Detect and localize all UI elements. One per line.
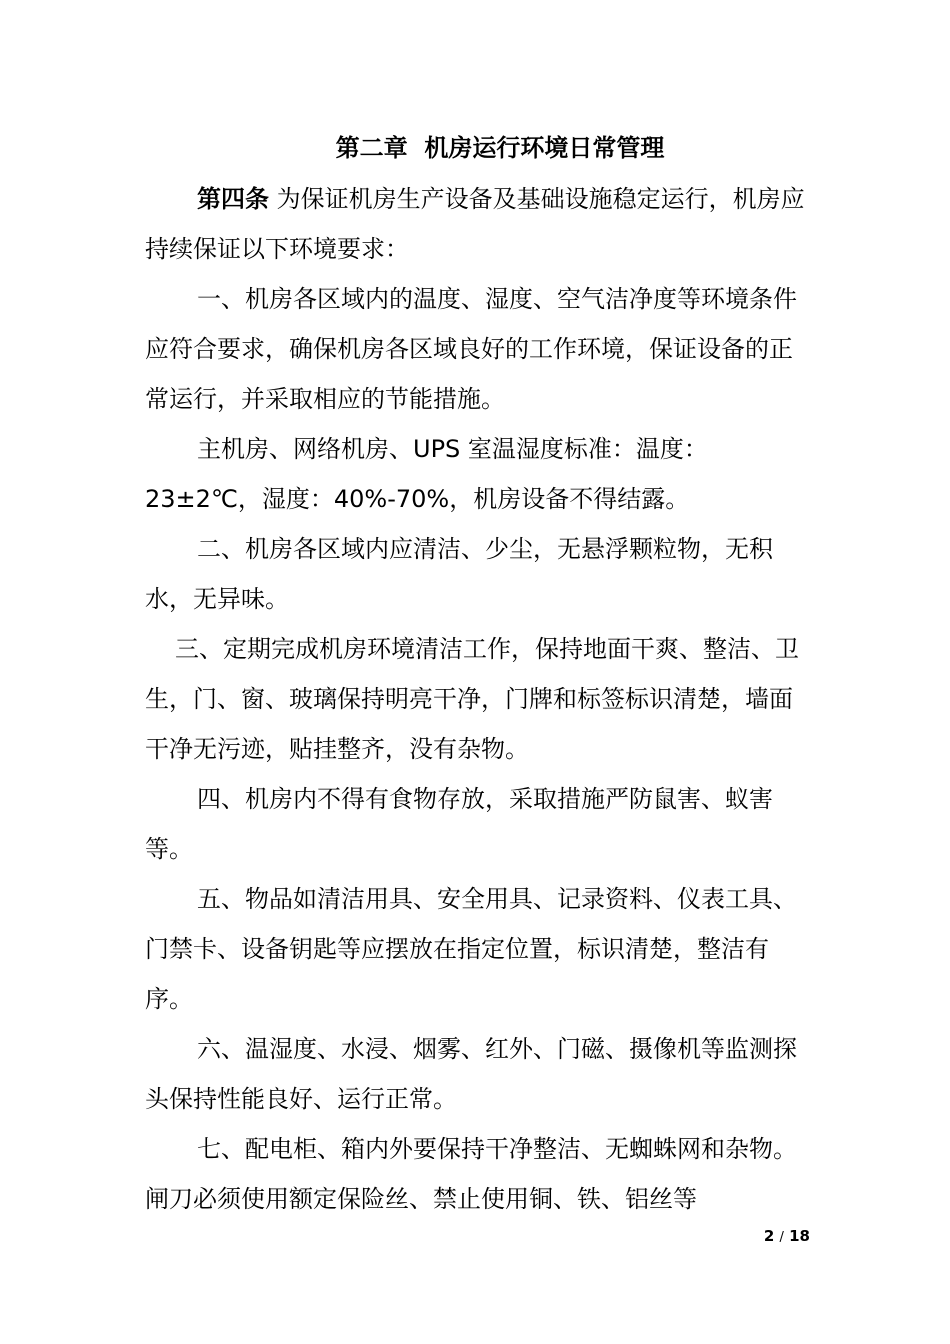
chapter-title: 第二章 机房运行环境日常管理: [335, 134, 665, 162]
temperature-standard: 主机房、网络机房、UPS 室温湿度标准：温度：23±2℃，湿度：40%-70%，机房设备不得结露。: [145, 435, 708, 513]
page-separator: /: [779, 1230, 784, 1245]
list-item-2: 二、机房各区域内应清洁、少尘，无悬浮颗粒物，无积水，无异味。: [145, 535, 773, 613]
page-total: 18: [789, 1227, 810, 1245]
list-item-1: 一、机房各区域内的温度、湿度、空气洁净度等环境条件应符合要求，确保机房各区域良好的工作环境，保证设备的正常运行，并采取相应的节能措施。: [145, 285, 797, 413]
document-body: [145, 174, 815, 1224]
list-item-3: 三、定期完成机房环境清洁工作，保持地面干爽、整洁、卫生，门、窗、玻璃保持明亮干净，门牌和标签标识清楚，墙面干净无污迹，贴挂整齐，没有杂物。: [145, 635, 799, 763]
page-current: 2: [763, 1227, 775, 1245]
article-paragraph: [145, 174, 815, 274]
list-item-7: 七、配电柜、箱内外要保持干净整洁、无蜘蛛网和杂物。闸刀必须使用额定保险丝、禁止使用铜、铁、铝丝等: [145, 1135, 797, 1213]
list-item-5: 五、物品如清洁用具、安全用具、记录资料、仪表工具、门禁卡、设备钥匙等应摆放在指定位置，标识清楚，整洁有序。: [145, 885, 797, 1013]
article-text: 为保证机房生产设备及基础设施稳定运行，机房应持续保证以下环境要求：: [145, 185, 805, 263]
list-item-4: 四、机房内不得有食物存放，采取措施严防鼠害、蚁害等。: [145, 785, 773, 863]
article-label: 第四条: [197, 185, 269, 213]
page-number: [740, 1226, 810, 1248]
list-item-6: 六、温湿度、水浸、烟雾、红外、门磁、摄像机等监测探头保持性能良好、运行正常。: [145, 1035, 797, 1113]
